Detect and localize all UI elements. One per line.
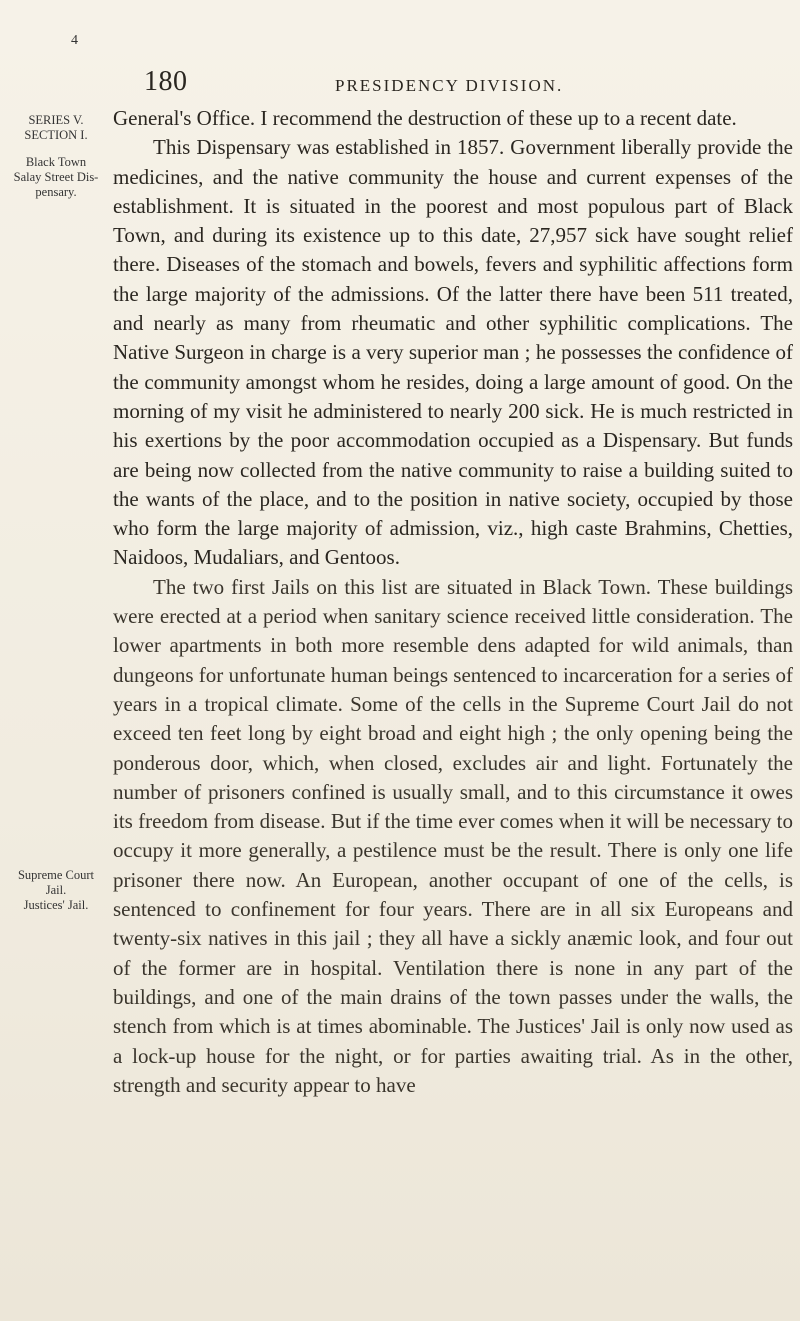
page-mark: 4 — [71, 33, 78, 48]
margin-note-black-town — [12, 155, 100, 200]
margin-line: Jail. — [45, 883, 67, 897]
margin-line: SERIES V. — [28, 113, 84, 127]
page-header — [0, 66, 800, 106]
body-text — [113, 104, 793, 1100]
margin-line: pensary. — [35, 185, 77, 199]
paragraph: This Dispensary was established in 1857. Government liberally provide the medicines, and the native community the house and current expenses of the establishment. It is situated in the poorest and most populous part of Black Town, and during its existence up to this date, 27,957 sick have sought relief there. Diseases of the stomach and bowels, fevers and syphilitic affections form the large majority of the admissions. Of the latter there have been 511 treated, and nearly as many from rheumatic and other syphilitic complications. The Native Surgeon in charge is a very superior man ; he possesses the confidence of the community amongst whom he resides, doing a large amount of good. On the morning of my visit he administered to nearly 200 sick. He is much restricted in his exertions by the poor accommodation occupied as a Dispensary. But funds are being now collected from the native community to raise a building suited to the wants of the place, and to the position in native society, occupied by those who form the large majority of admission, viz., high caste Brahmins, Chetties, Naidoos, Mudaliars, and Gentoos. — [113, 135, 793, 570]
margin-line: Black Town — [25, 155, 87, 169]
paragraph: The two first Jails on this list are situated in Black Town. These buildings were erected at a period when sanitary science received little consideration. The lower apartments in both more resemble dens adapted for wild animals, than dungeons for unfortunate human beings sentenced to incarceration for a series of years in a tropical climate. Some of the cells in the Supreme Court Jail do not exceed ten feet long by eight broad and eight high ; the only opening being the ponderous door, which, when closed, excludes air and light. Fortunately the number of prisoners confined is usually small, and to this circumstance it owes its freedom from disease. But if the time ever comes when it will be necessary to occupy it more generally, a pestilence must be the result. There is only one life prisoner there now. An European, another occupant of one of the cells, is sentenced to confinement for four years. There are in all six Europeans and twenty-six natives in this jail ; they all have a sickly anæmic look, and four out of the former are in hospital. Ventilation there is none in any part of the buildings, and one of the main drains of the town passes under the walls, the stench from which is at times abominable. The Justices' Jail is only now used as a lock-up house for the night, or for parties awaiting trial. As in the other, strength and security appear to have — [113, 574, 793, 1097]
margin-line: Supreme Court — [17, 868, 95, 882]
margin-line: Justices' Jail. — [23, 898, 89, 912]
paragraph: General's Office. I recommend the destruction of these up to a recent date. — [113, 106, 737, 130]
running-head: PRESIDENCY DIVISION. — [335, 76, 564, 95]
margin-line: Salay Street Dis- — [13, 170, 99, 184]
margin-line: SECTION I. — [24, 128, 88, 142]
margin-note-supreme-court — [12, 868, 100, 913]
margin-note-series — [12, 113, 100, 143]
page-number: 180 — [144, 66, 188, 97]
